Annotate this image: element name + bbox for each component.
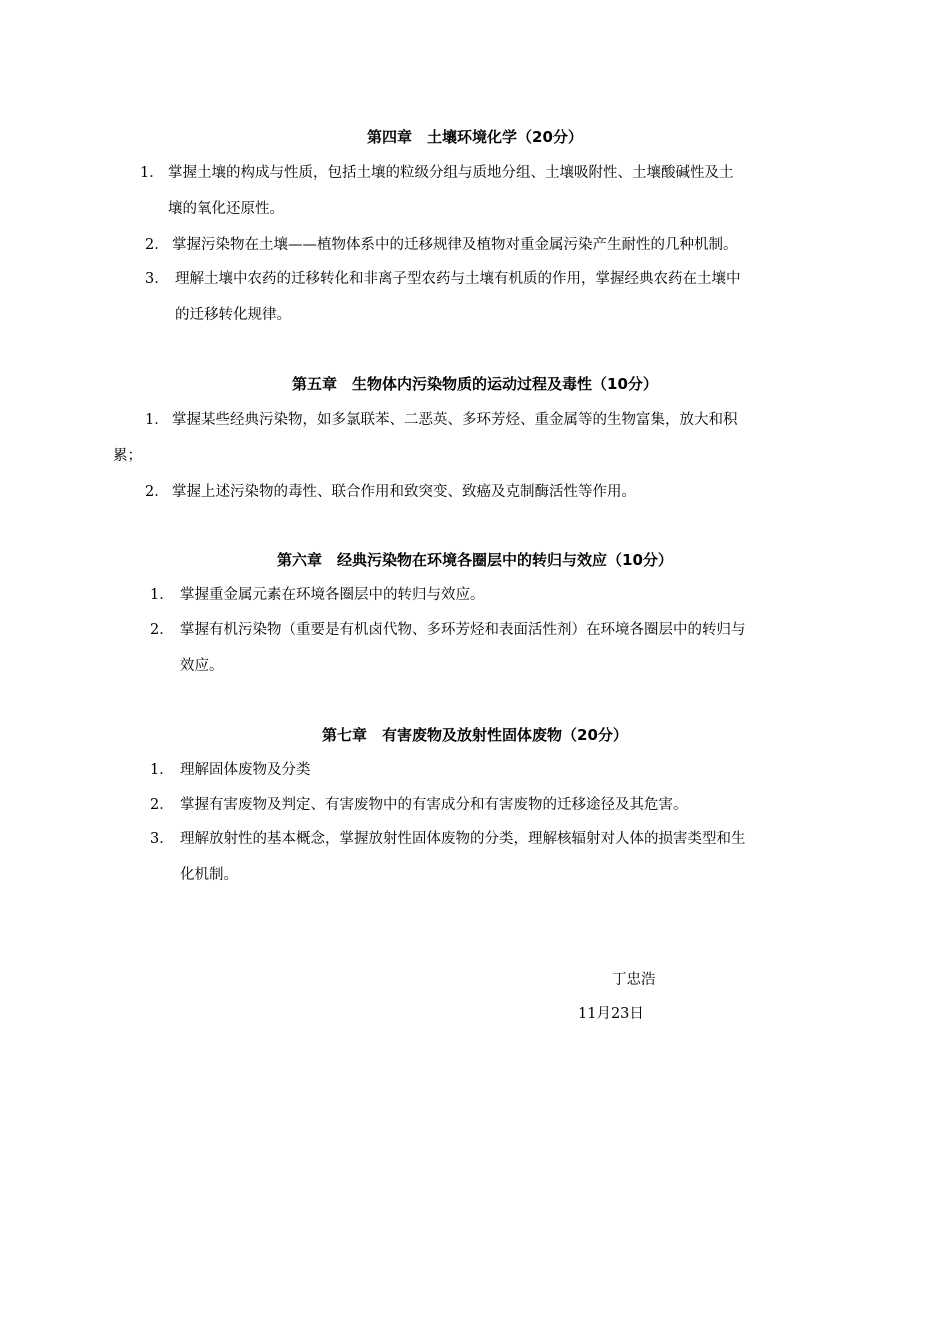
ch5-item1-line2: 累；	[113, 448, 142, 464]
ch4-item3-line1: 理解土壤中农药的迁移转化和非离子型农药与土壤有机质的作用，掌握经典农药在土壤中	[175, 271, 741, 287]
ch5-item2-number: 2．	[145, 484, 169, 500]
chapter-7-heading: 第七章 有害废物及放射性固体废物（20分）	[322, 726, 628, 744]
ch4-item3-number: 3．	[145, 271, 169, 287]
ch4-item1-line1: 掌握土壤的构成与性质，包括土壤的粒级分组与质地分组、土壤吸附性、土壤酸碱性及土	[168, 165, 734, 181]
signature-name: 丁忠浩	[612, 972, 656, 988]
ch5-item2-line1: 掌握上述污染物的毒性、联合作用和致突变、致癌及克制酶活性等作用。	[172, 484, 636, 500]
ch6-item1-line1: 掌握重金属元素在环境各圈层中的转归与效应。	[180, 587, 485, 603]
chapter-6-heading: 第六章 经典污染物在环境各圈层中的转归与效应（10分）	[277, 551, 673, 569]
ch5-item1-line1: 掌握某些经典污染物，如多氯联苯、二恶英、多环芳烃、重金属等的生物富集，放大和积	[172, 412, 738, 428]
ch6-item1-number: 1．	[150, 587, 174, 603]
ch7-item3-line1: 理解放射性的基本概念，掌握放射性固体废物的分类，理解核辐射对人体的损害类型和生	[180, 831, 746, 847]
ch4-item2-number: 2．	[145, 237, 169, 253]
ch4-item1-number: 1．	[140, 165, 164, 181]
ch7-item3-line2: 化机制。	[180, 867, 238, 883]
ch4-item1-line2: 壤的氧化还原性。	[168, 201, 284, 217]
ch7-item1-line1: 理解固体废物及分类	[180, 762, 311, 778]
signature-date: 11月23日	[578, 1006, 644, 1022]
ch6-item2-number: 2．	[150, 622, 174, 638]
ch7-item2-line1: 掌握有害废物及判定、有害废物中的有害成分和有害废物的迁移途径及其危害。	[180, 797, 688, 813]
chapter-4-heading: 第四章 土壤环境化学（20分）	[367, 128, 583, 146]
ch6-item2-line1: 掌握有机污染物（重要是有机卤代物、多环芳烃和表面活性剂）在环境各圈层中的转归与	[180, 622, 746, 638]
ch6-item2-line2: 效应。	[180, 658, 224, 674]
ch4-item3-line2: 的迁移转化规律。	[175, 307, 291, 323]
ch7-item1-number: 1．	[150, 762, 174, 778]
ch4-item2-line1: 掌握污染物在土壤——植物体系中的迁移规律及植物对重金属污染产生耐性的几种机制。	[172, 237, 738, 253]
ch7-item3-number: 3．	[150, 831, 174, 847]
chapter-5-heading: 第五章 生物体内污染物质的运动过程及毒性（10分）	[292, 375, 658, 393]
ch7-item2-number: 2．	[150, 797, 174, 813]
ch5-item1-number: 1．	[145, 412, 169, 428]
